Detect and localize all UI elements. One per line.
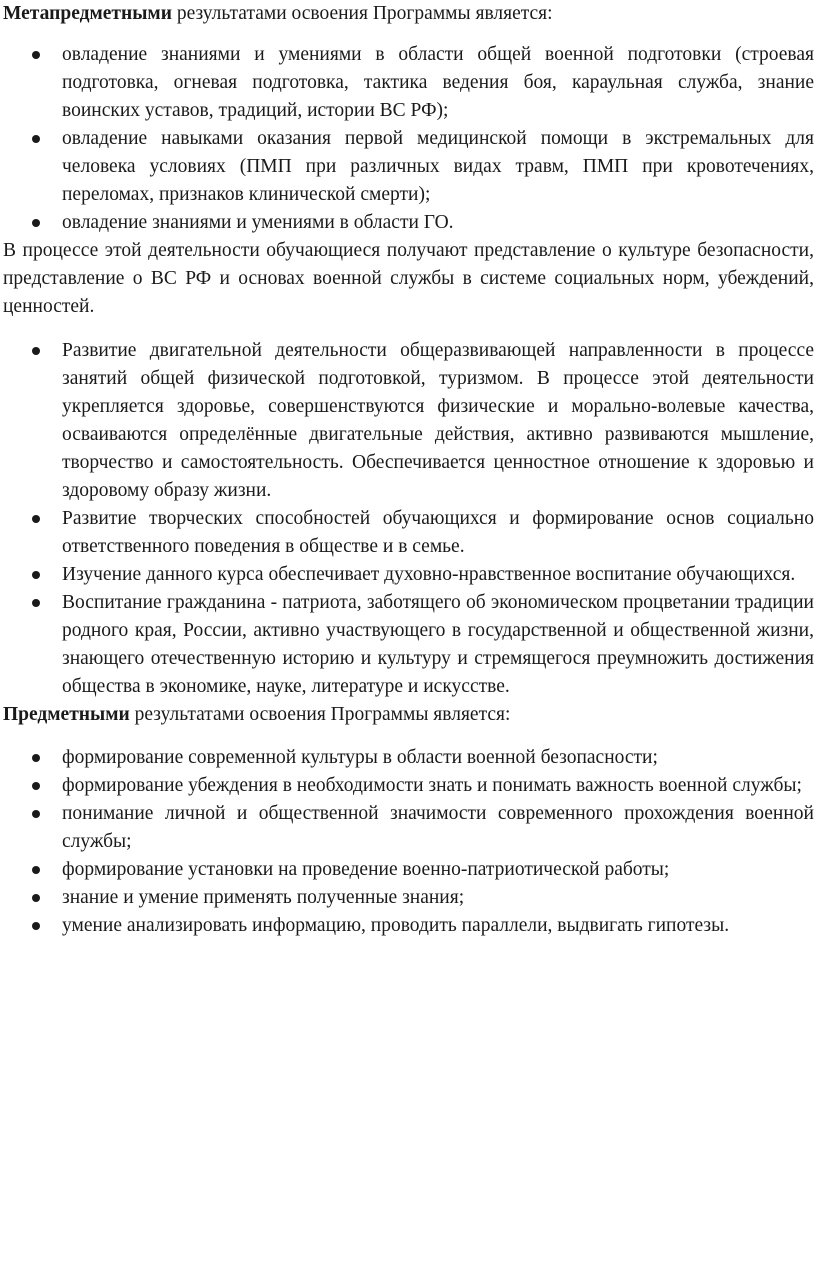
development-list bbox=[3, 337, 814, 701]
list-item: Развитие двигательной деятельности общеразвивающей направленности в процессе занятий общей физической подготовкой, туризмом. В процессе этой деятельности укрепляется здоровье, совершенствуются физические и морально-волевые качества, осваиваются определённые двигательные действия, активно развиваются мышление, творчество и самостоятельность. Обеспечивается ценностное отношение к здоровью и здоровому образу жизни. bbox=[3, 337, 814, 505]
meta-results-heading-bold: Метапредметными bbox=[3, 3, 172, 24]
list-item: формирование убеждения в необходимости знать и понимать важность военной службы; bbox=[3, 772, 814, 800]
culture-paragraph: В процессе этой деятельности обучающиеся получают представление о культуре безопасности, представление о ВС РФ и основах военной службы в системе социальных норм, убеждений, ценностей. bbox=[3, 240, 814, 317]
subject-results-heading-bold: Предметными bbox=[3, 704, 130, 725]
list-item: Изучение данного курса обеспечивает духовно-нравственное воспитание обучающихся. bbox=[3, 561, 814, 589]
list-item: формирование современной культуры в области военной безопасности; bbox=[3, 744, 814, 772]
subject-results-heading-rest: результатами освоения Программы является: bbox=[129, 704, 511, 725]
list-item: овладение навыками оказания первой медицинской помощи в экстремальных для человека условиях (ПМП при различных видах травм, ПМП при кровотечениях, переломах, признаков клинической смерти); bbox=[3, 125, 814, 209]
list-item: формирование установки на проведение военно-патриотической работы; bbox=[3, 856, 814, 884]
list-item: понимание личной и общественной значимости современного прохождения военной службы; bbox=[3, 800, 814, 856]
list-item: Воспитание гражданина - патриота, заботящего об экономическом процветании традиции родного края, России, активно участвующего в государственной и общественной жизни, знающего отечественную историю и культуру и стремящегося преумножить достижения общества в экономике, науке, литературе и искусстве. bbox=[3, 589, 814, 701]
list-item: Развитие творческих способностей обучающихся и формирование основ социально ответственного поведения в обществе и в семье. bbox=[3, 505, 814, 561]
subject-results-list bbox=[3, 744, 814, 940]
list-item: знание и умение применять полученные знания; bbox=[3, 884, 814, 912]
meta-results-list bbox=[3, 41, 814, 237]
list-item: овладение знаниями и умениями в области общей военной подготовки (строевая подготовка, огневая подготовка, тактика ведения боя, караульная служба, знание воинских уставов, традиций, истории ВС РФ); bbox=[3, 41, 814, 125]
meta-results-heading bbox=[3, 0, 814, 28]
list-item: умение анализировать информацию, проводить параллели, выдвигать гипотезы. bbox=[3, 912, 814, 940]
list-item: овладение знаниями и умениями в области ГО. bbox=[3, 209, 814, 237]
subject-results-heading bbox=[3, 701, 814, 729]
meta-results-heading-rest: результатами освоения Программы является: bbox=[171, 3, 553, 24]
